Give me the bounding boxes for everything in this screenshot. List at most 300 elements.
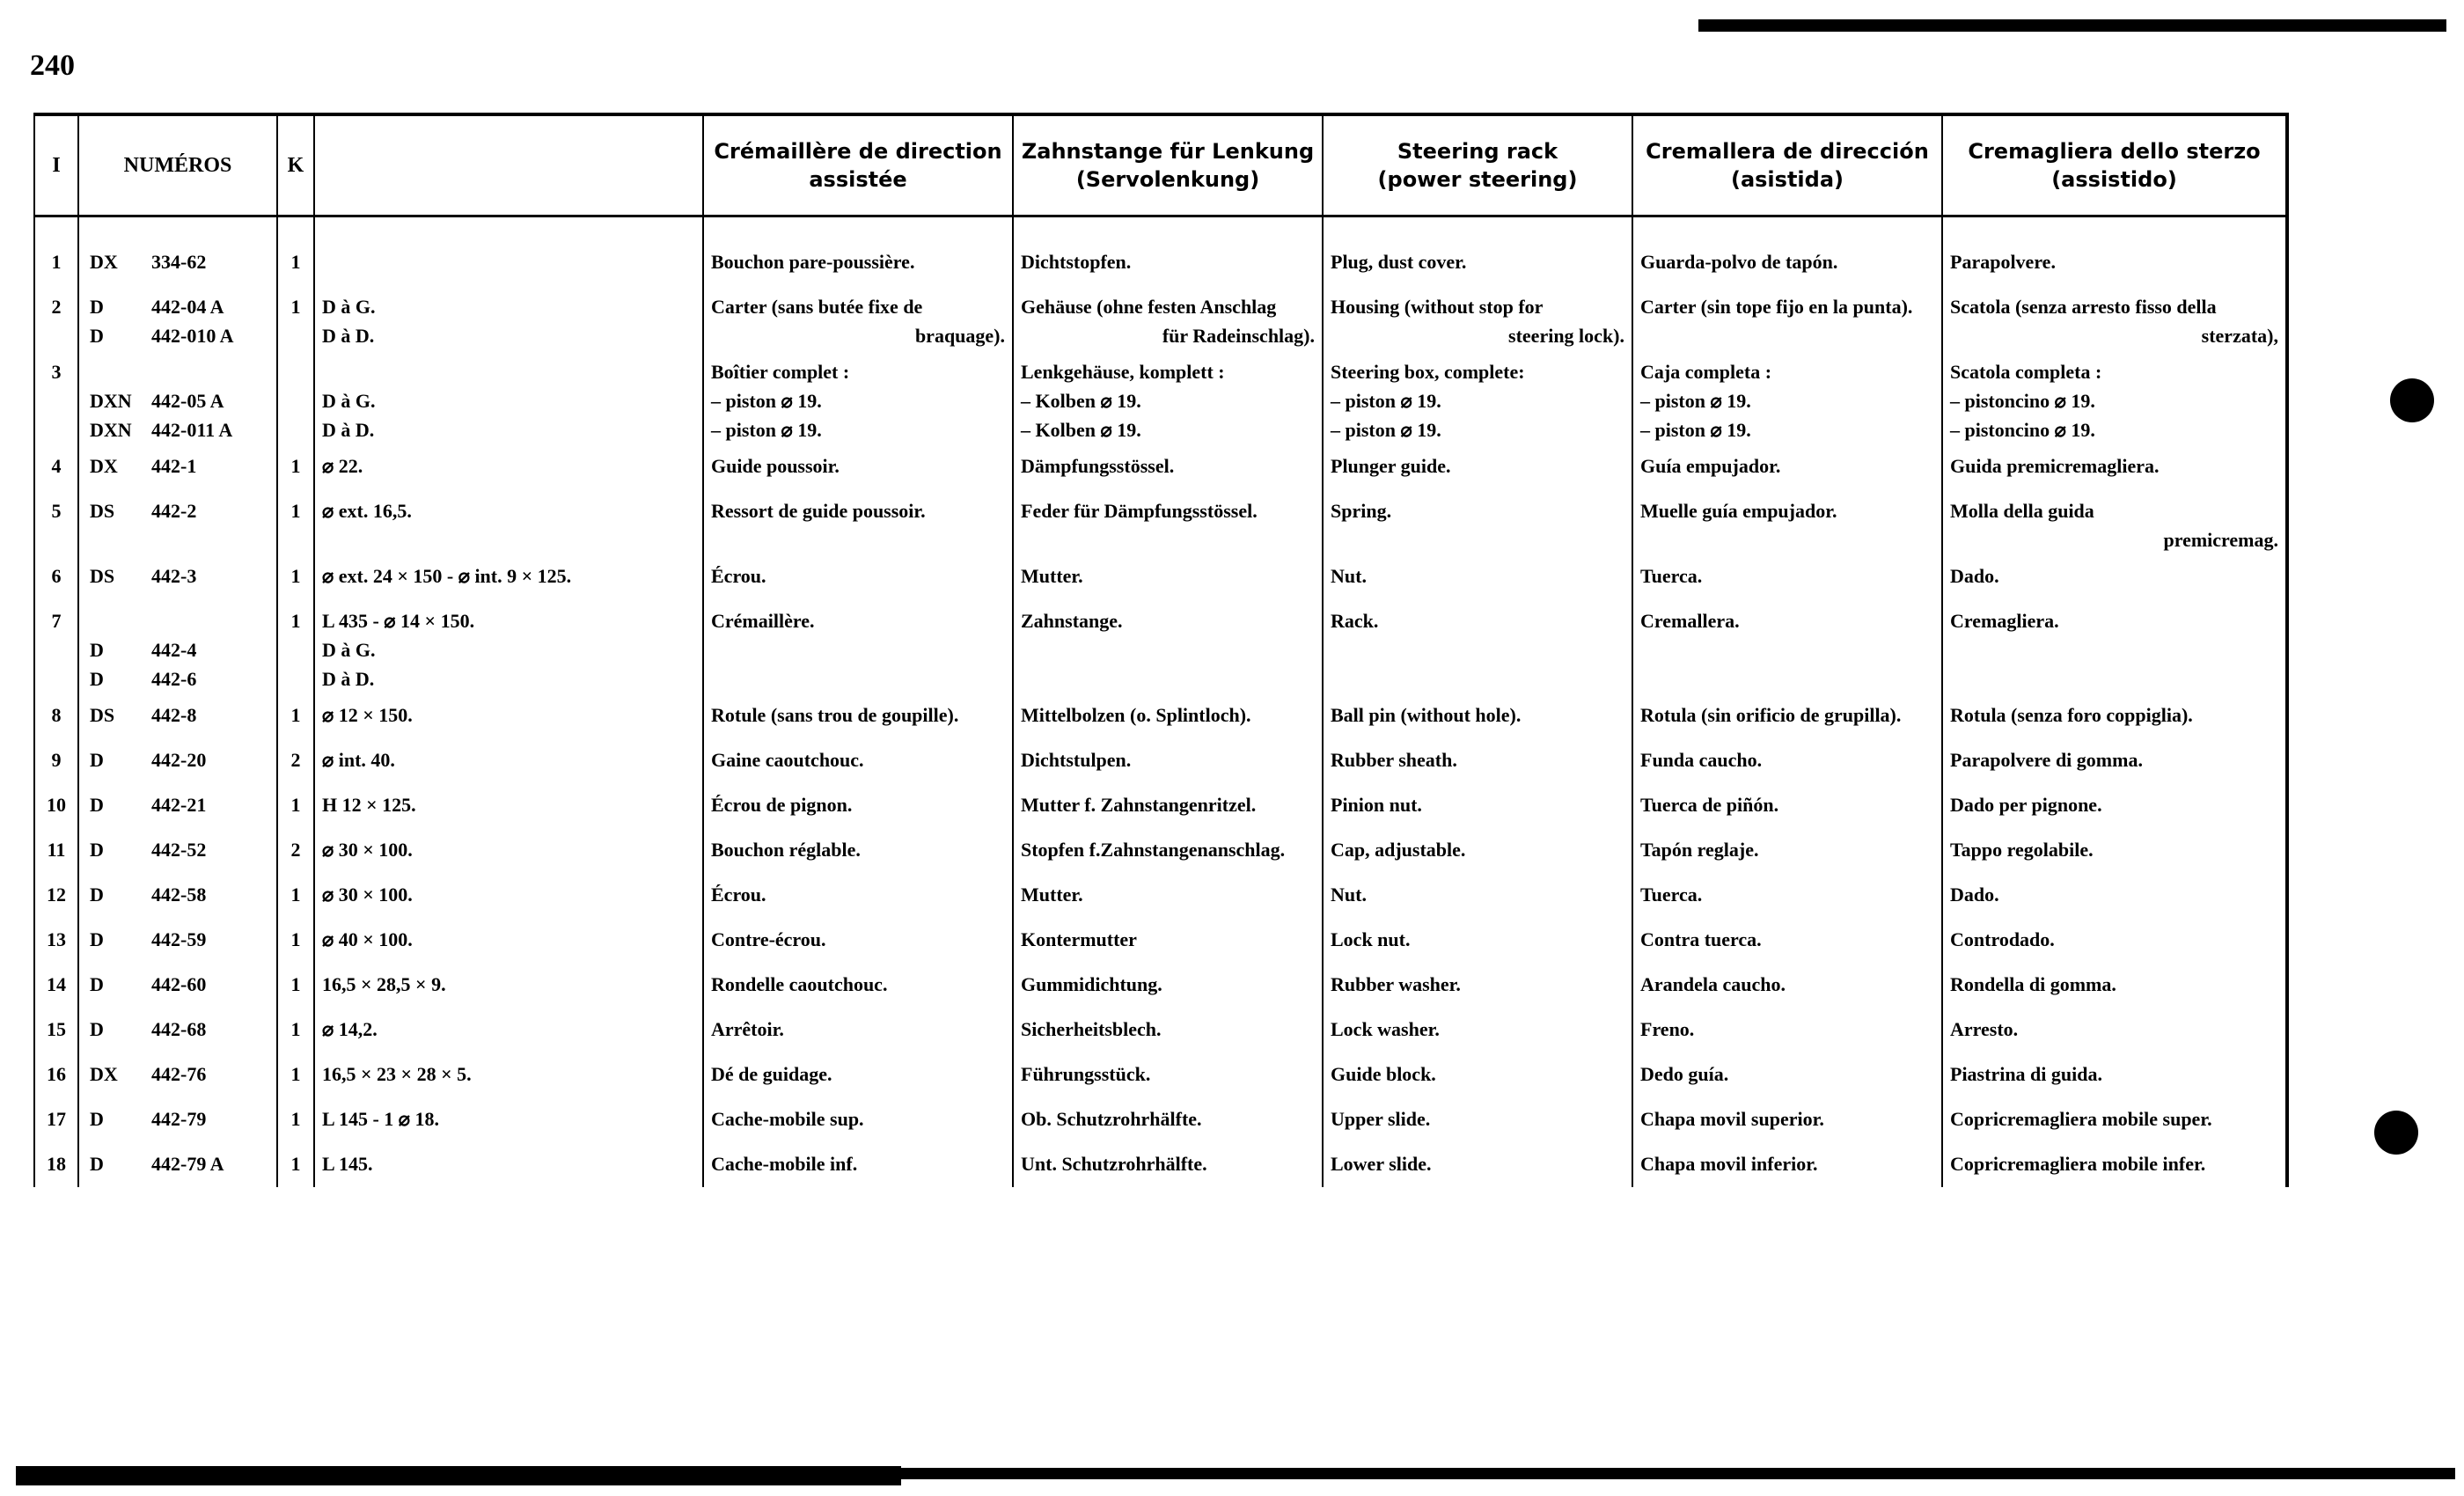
- observation-line: H 12 × 125.: [322, 794, 416, 816]
- cell-spanish: [1632, 828, 1942, 873]
- cell-italian: [1942, 350, 2287, 444]
- cell-english: [1323, 873, 1632, 918]
- cell-index: [34, 918, 78, 963]
- cell-german: [1013, 1142, 1323, 1187]
- cell-german: [1013, 350, 1323, 444]
- quantity: 1: [290, 704, 301, 726]
- cell-numeros: [78, 738, 277, 783]
- quantity: 1: [290, 455, 301, 477]
- cell-french: [703, 873, 1013, 918]
- spanish-text: Funda caucho.: [1640, 749, 1763, 771]
- part-number: 442-52: [151, 839, 207, 861]
- cell-quantity: [277, 738, 314, 783]
- spacer-cell: [1632, 216, 1942, 241]
- part-number: 442-1: [151, 455, 197, 477]
- cell-observations: [314, 240, 703, 285]
- part-prefix: DS: [90, 565, 115, 587]
- cell-observations: [314, 1008, 703, 1052]
- german-text: Führungsstück.: [1021, 1063, 1151, 1085]
- table-row: [34, 285, 2287, 350]
- observation-line: ⌀ 22.: [322, 455, 363, 477]
- cell-observations: [314, 783, 703, 828]
- table-row: [34, 783, 2287, 828]
- part-number: 442-04 A: [151, 296, 224, 318]
- spanish-text: – piston ⌀ 19.: [1640, 390, 1751, 412]
- cell-quantity: [277, 240, 314, 285]
- part-number: 442-05 A: [151, 390, 224, 412]
- cell-english: [1323, 963, 1632, 1008]
- binder-hole-dot: [2374, 1111, 2418, 1155]
- french-text: Écrou.: [711, 884, 766, 906]
- cell-french: [703, 285, 1013, 350]
- spacer-row: [34, 216, 2287, 241]
- english-text: Nut.: [1331, 884, 1367, 906]
- table-row: [34, 444, 2287, 489]
- cell-quantity: [277, 599, 314, 693]
- french-text: Ressort de guide poussoir.: [711, 500, 926, 522]
- cell-spanish: [1632, 350, 1942, 444]
- cell-numeros: [78, 599, 277, 693]
- observation-line: D à G.: [322, 296, 376, 318]
- table-row: [34, 918, 2287, 963]
- english-text: Spring.: [1331, 500, 1392, 522]
- cell-numeros: [78, 918, 277, 963]
- italian-text: – pistoncino ⌀ 19.: [1950, 419, 2095, 441]
- english-text: Lock washer.: [1331, 1018, 1440, 1040]
- german-text: Mutter f. Zahnstangenritzel.: [1021, 794, 1257, 816]
- cell-german: [1013, 285, 1323, 350]
- table-row: [34, 489, 2287, 554]
- italian-text: Molla della guida: [1950, 500, 2094, 522]
- english-text: Lower slide.: [1331, 1153, 1432, 1175]
- french-text: Bouchon réglable.: [711, 839, 861, 861]
- cell-index: [34, 1008, 78, 1052]
- english-text: Upper slide.: [1331, 1108, 1431, 1130]
- cell-german: [1013, 873, 1323, 918]
- header-german: [1013, 114, 1323, 216]
- part-number: 442-2: [151, 500, 197, 522]
- item-index: 17: [47, 1108, 66, 1130]
- cell-spanish: [1632, 444, 1942, 489]
- part-prefix: [90, 357, 151, 386]
- cell-index: [34, 285, 78, 350]
- observation-line: D à D.: [322, 668, 375, 690]
- observation-line: ⌀ int. 40.: [322, 749, 395, 771]
- cell-spanish: [1632, 693, 1942, 738]
- part-number: 442-3: [151, 565, 197, 587]
- spacer-cell: [703, 216, 1013, 241]
- german-text: Feder für Dämpfungsstössel.: [1021, 500, 1258, 522]
- cell-french: [703, 828, 1013, 873]
- header-k: K: [277, 114, 314, 216]
- cell-english: [1323, 1052, 1632, 1097]
- cell-german: [1013, 444, 1323, 489]
- italian-text: – pistoncino ⌀ 19.: [1950, 390, 2095, 412]
- cell-spanish: [1632, 240, 1942, 285]
- italian-text: Rondella di gomma.: [1950, 973, 2116, 995]
- german-text: Gummidichtung.: [1021, 973, 1162, 995]
- table-row: [34, 599, 2287, 693]
- cell-italian: [1942, 693, 2287, 738]
- part-number-line: [90, 745, 273, 774]
- cell-spanish: [1632, 963, 1942, 1008]
- cell-italian: [1942, 599, 2287, 693]
- cell-italian: [1942, 1052, 2287, 1097]
- cell-english: [1323, 489, 1632, 554]
- cell-quantity: [277, 1097, 314, 1142]
- cell-italian: [1942, 828, 2287, 873]
- cell-spanish: [1632, 1097, 1942, 1142]
- english-text: Ball pin (without hole).: [1331, 704, 1522, 726]
- cell-italian: [1942, 285, 2287, 350]
- table-row: [34, 873, 2287, 918]
- cell-english: [1323, 599, 1632, 693]
- english-text: Cap, adjustable.: [1331, 839, 1466, 861]
- item-index: 18: [47, 1153, 66, 1175]
- french-text: braquage).: [914, 325, 1005, 347]
- italian-text: Copricremagliera mobile super.: [1950, 1108, 2212, 1130]
- observation-line: L 145 - 1 ⌀ 18.: [322, 1108, 440, 1130]
- part-number: 442-59: [151, 928, 207, 950]
- french-text: Cache-mobile sup.: [711, 1108, 864, 1130]
- cell-observations: [314, 1097, 703, 1142]
- table-row: [34, 1052, 2287, 1097]
- cell-quantity: [277, 1142, 314, 1187]
- observation-line: L 435 - ⌀ 14 × 150.: [322, 610, 475, 632]
- cell-quantity: [277, 828, 314, 873]
- part-number-line: [90, 1149, 273, 1178]
- cell-observations: [314, 285, 703, 350]
- part-prefix: D: [90, 749, 104, 771]
- spanish-text: – piston ⌀ 19.: [1640, 419, 1751, 441]
- quantity: 1: [290, 565, 301, 587]
- item-index: 7: [51, 610, 62, 632]
- french-text: Crémaillère.: [711, 610, 815, 632]
- item-index: 2: [51, 296, 62, 318]
- cell-english: [1323, 693, 1632, 738]
- cell-english: [1323, 285, 1632, 350]
- spacer-cell: [78, 216, 277, 241]
- cell-observations: [314, 1052, 703, 1097]
- cell-french: [703, 1008, 1013, 1052]
- cell-spanish: [1632, 554, 1942, 599]
- item-index: 1: [51, 251, 62, 273]
- part-number-line: [90, 970, 273, 999]
- binder-hole-dot: [2390, 378, 2434, 422]
- item-index: 11: [47, 839, 66, 861]
- observation-line: ⌀ ext. 24 × 150 - ⌀ int. 9 × 125.: [322, 565, 572, 587]
- part-number: 442-76: [151, 1063, 207, 1085]
- english-text: Rubber washer.: [1331, 973, 1461, 995]
- spanish-text: Cremallera.: [1640, 610, 1740, 632]
- french-text: Dé de guidage.: [711, 1063, 832, 1085]
- cell-observations: [314, 554, 703, 599]
- italian-text: Controdado.: [1950, 928, 2055, 950]
- table-row: [34, 1008, 2287, 1052]
- part-number: 442-60: [151, 973, 207, 995]
- cell-quantity: [277, 444, 314, 489]
- part-number-line: [90, 606, 273, 635]
- cell-observations: [314, 489, 703, 554]
- cell-numeros: [78, 1097, 277, 1142]
- cell-numeros: [78, 828, 277, 873]
- cell-index: [34, 693, 78, 738]
- part-prefix: D: [90, 928, 104, 950]
- cell-numeros: [78, 285, 277, 350]
- observation-line: 16,5 × 23 × 28 × 5.: [322, 1063, 472, 1085]
- observation-line: D à G.: [322, 390, 376, 412]
- cell-quantity: [277, 918, 314, 963]
- german-text: – Kolben ⌀ 19.: [1021, 390, 1141, 412]
- item-index: 6: [51, 565, 62, 587]
- part-number-line: [90, 321, 273, 350]
- item-index: 13: [47, 928, 66, 950]
- quantity: 1: [290, 610, 301, 632]
- header-spanish: [1632, 114, 1942, 216]
- part-prefix: D: [90, 668, 104, 690]
- cell-french: [703, 240, 1013, 285]
- cell-english: [1323, 1097, 1632, 1142]
- cell-french: [703, 599, 1013, 693]
- cell-german: [1013, 963, 1323, 1008]
- cell-observations: [314, 738, 703, 783]
- cell-italian: [1942, 554, 2287, 599]
- part-number: 442-21: [151, 794, 207, 816]
- cell-german: [1013, 1052, 1323, 1097]
- spanish-text: Chapa movil superior.: [1640, 1108, 1824, 1130]
- german-text: Zahnstange.: [1021, 610, 1123, 632]
- header-italian: [1942, 114, 2287, 216]
- observation-line: D à D.: [322, 325, 375, 347]
- french-text: Rondelle caoutchouc.: [711, 973, 888, 995]
- cell-english: [1323, 738, 1632, 783]
- spanish-text: Dedo guía.: [1640, 1063, 1729, 1085]
- quantity: 2: [290, 749, 301, 771]
- italian-text: Tappo regolabile.: [1950, 839, 2094, 861]
- table-row: [34, 554, 2287, 599]
- cell-italian: [1942, 240, 2287, 285]
- spanish-text: Contra tuerca.: [1640, 928, 1762, 950]
- cell-quantity: [277, 963, 314, 1008]
- part-number-line: [90, 664, 273, 693]
- spanish-text: Arandela caucho.: [1640, 973, 1786, 995]
- observation-line: [322, 247, 695, 276]
- part-prefix: D: [90, 325, 104, 347]
- cell-english: [1323, 350, 1632, 444]
- spacer-cell: [1942, 216, 2287, 241]
- cell-index: [34, 1052, 78, 1097]
- german-text: Dichtstulpen.: [1021, 749, 1132, 771]
- french-text: Boîtier complet :: [711, 361, 850, 383]
- cell-spanish: [1632, 1052, 1942, 1097]
- cell-quantity: [277, 693, 314, 738]
- observation-line: ⌀ 12 × 150.: [322, 704, 413, 726]
- part-number-line: [90, 1060, 273, 1089]
- part-number: 442-20: [151, 749, 207, 771]
- english-text: Rubber sheath.: [1331, 749, 1457, 771]
- spanish-text: Rotula (sin orificio de grupilla).: [1640, 704, 1902, 726]
- header-observations: [314, 114, 703, 216]
- cell-observations: [314, 350, 703, 444]
- cell-french: [703, 350, 1013, 444]
- observation-line: ⌀ 30 × 100.: [322, 884, 413, 906]
- quantity: 1: [290, 928, 301, 950]
- cell-index: [34, 963, 78, 1008]
- cell-spanish: [1632, 738, 1942, 783]
- german-text: Sicherheitsblech.: [1021, 1018, 1162, 1040]
- part-number-line: [90, 451, 273, 480]
- part-number-line: [90, 415, 273, 444]
- quantity: 1: [290, 1063, 301, 1085]
- french-text: Bouchon pare-poussière.: [711, 251, 915, 273]
- english-text: Guide block.: [1331, 1063, 1436, 1085]
- english-text: Plunger guide.: [1331, 455, 1451, 477]
- cell-french: [703, 489, 1013, 554]
- german-text: Mittelbolzen (o. Splintloch).: [1021, 704, 1251, 726]
- part-number: 442-8: [151, 704, 197, 726]
- item-index: 5: [51, 500, 62, 522]
- english-text: Rack.: [1331, 610, 1379, 632]
- spanish-text: Tapón reglaje.: [1640, 839, 1759, 861]
- italian-text: Dado per pignone.: [1950, 794, 2102, 816]
- part-number: 442-58: [151, 884, 207, 906]
- observation-line: ⌀ 14,2.: [322, 1018, 378, 1040]
- part-number: 334-62: [151, 251, 207, 273]
- top-rule: [1698, 19, 2446, 32]
- item-index: 16: [47, 1063, 66, 1085]
- cell-french: [703, 1097, 1013, 1142]
- quantity: 1: [290, 973, 301, 995]
- part-prefix: D: [90, 1153, 104, 1175]
- table-row: [34, 693, 2287, 738]
- part-prefix: D: [90, 884, 104, 906]
- cell-observations: [314, 1142, 703, 1187]
- observation-line: ⌀ 40 × 100.: [322, 928, 413, 950]
- part-number: 442-68: [151, 1018, 207, 1040]
- english-text: Pinion nut.: [1331, 794, 1422, 816]
- cell-french: [703, 963, 1013, 1008]
- observation-line: 16,5 × 28,5 × 9.: [322, 973, 446, 995]
- german-text: Dichtstopfen.: [1021, 251, 1132, 273]
- table-row: [34, 828, 2287, 873]
- cell-english: [1323, 554, 1632, 599]
- observation-line: ⌀ 30 × 100.: [322, 839, 413, 861]
- header-french-line: assistée: [809, 167, 907, 192]
- part-number: 442-011 A: [151, 419, 233, 441]
- spacer-cell: [34, 216, 78, 241]
- italian-text: Piastrina di guida.: [1950, 1063, 2102, 1085]
- cell-index: [34, 599, 78, 693]
- cell-observations: [314, 444, 703, 489]
- part-prefix: DX: [90, 455, 118, 477]
- observation-line: ⌀ ext. 16,5.: [322, 500, 412, 522]
- german-text: Mutter.: [1021, 565, 1083, 587]
- italian-text: Scatola completa :: [1950, 361, 2102, 383]
- cell-german: [1013, 1008, 1323, 1052]
- part-number-line: [90, 925, 273, 954]
- cell-numeros: [78, 350, 277, 444]
- part-number-line: [90, 835, 273, 864]
- cell-numeros: [78, 444, 277, 489]
- part-prefix: DXN: [90, 419, 132, 441]
- cell-spanish: [1632, 1142, 1942, 1187]
- item-index: 4: [51, 455, 62, 477]
- cell-quantity: [277, 350, 314, 444]
- cell-italian: [1942, 738, 2287, 783]
- quantity: 2: [290, 839, 301, 861]
- cell-index: [34, 828, 78, 873]
- french-text: Écrou.: [711, 565, 766, 587]
- cell-english: [1323, 828, 1632, 873]
- cell-numeros: [78, 240, 277, 285]
- cell-italian: [1942, 1142, 2287, 1187]
- italian-text: Dado.: [1950, 884, 1999, 906]
- cell-french: [703, 1052, 1013, 1097]
- cell-quantity: [277, 489, 314, 554]
- part-number-line: [90, 292, 273, 321]
- german-text: Mutter.: [1021, 884, 1083, 906]
- french-text: – piston ⌀ 19.: [711, 390, 822, 412]
- english-text: steering lock).: [1508, 325, 1624, 347]
- item-index: 3: [51, 361, 62, 383]
- part-prefix: D: [90, 839, 104, 861]
- french-text: – piston ⌀ 19.: [711, 419, 822, 441]
- cell-french: [703, 554, 1013, 599]
- part-prefix: DX: [90, 251, 118, 273]
- part-number-line: [90, 1015, 273, 1044]
- bottom-rule-thick: [16, 1466, 901, 1485]
- italian-text: Cremagliera.: [1950, 610, 2059, 632]
- cell-french: [703, 444, 1013, 489]
- cell-observations: [314, 599, 703, 693]
- cell-german: [1013, 828, 1323, 873]
- cell-italian: [1942, 489, 2287, 554]
- part-number-line: [90, 357, 273, 386]
- part-number-line: [90, 386, 273, 415]
- part-prefix: DS: [90, 704, 115, 726]
- cell-german: [1013, 693, 1323, 738]
- quantity: 1: [290, 1108, 301, 1130]
- cell-spanish: [1632, 783, 1942, 828]
- spanish-text: Tuerca de piñón.: [1640, 794, 1779, 816]
- cell-observations: [314, 873, 703, 918]
- cell-german: [1013, 918, 1323, 963]
- english-text: Nut.: [1331, 565, 1367, 587]
- item-index: 14: [47, 973, 66, 995]
- cell-quantity: [277, 1008, 314, 1052]
- english-text: Lock nut.: [1331, 928, 1411, 950]
- cell-italian: [1942, 1097, 2287, 1142]
- german-text: Ob. Schutzrohrhälfte.: [1021, 1108, 1202, 1130]
- cell-index: [34, 554, 78, 599]
- part-number-line: [90, 1104, 273, 1133]
- cell-spanish: [1632, 873, 1942, 918]
- cell-index: [34, 1142, 78, 1187]
- part-prefix: DS: [90, 500, 115, 522]
- cell-numeros: [78, 1052, 277, 1097]
- english-text: Steering box, complete:: [1331, 361, 1525, 383]
- english-text: Housing (without stop for: [1331, 296, 1544, 318]
- italian-text: Parapolvere di gomma.: [1950, 749, 2143, 771]
- cell-numeros: [78, 783, 277, 828]
- cell-french: [703, 1142, 1013, 1187]
- italian-text: Arresto.: [1950, 1018, 2019, 1040]
- bottom-rule-thin: [901, 1468, 2455, 1479]
- cell-english: [1323, 1008, 1632, 1052]
- page-number: 240: [30, 49, 75, 82]
- english-text: – piston ⌀ 19.: [1331, 390, 1441, 412]
- table-row: [34, 350, 2287, 444]
